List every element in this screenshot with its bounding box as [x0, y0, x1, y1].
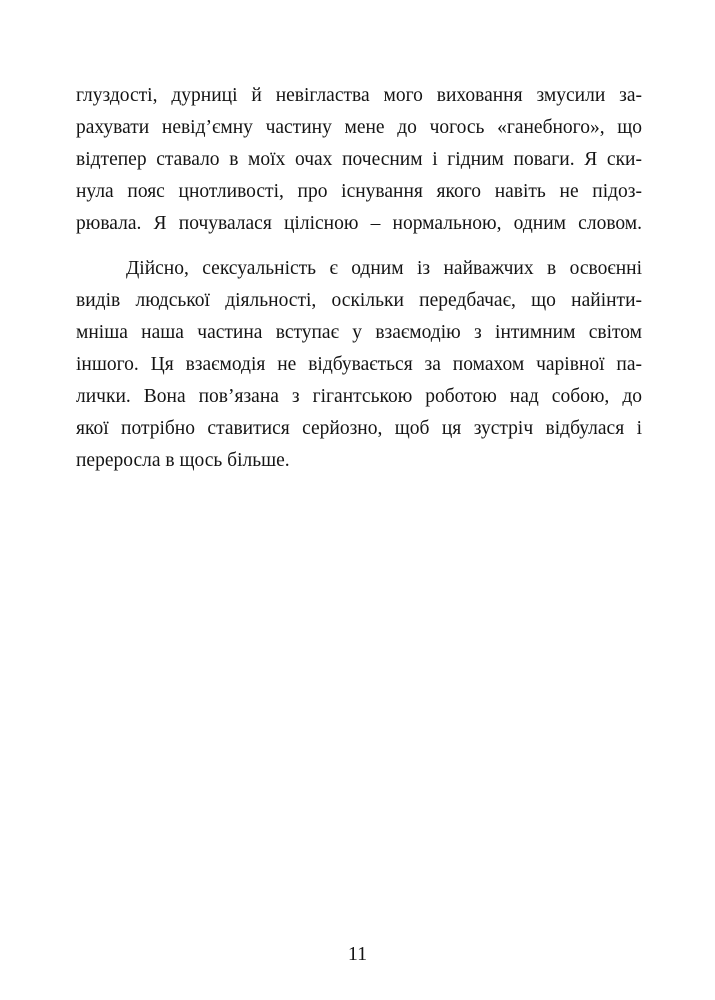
- text-line: лички. Вона пов’язана з гігантською роботою над собою, до: [76, 386, 642, 407]
- text-line: якої потрібно ставитися серйозно, щоб ця зустріч відбулася і: [76, 418, 642, 439]
- text-line: іншого. Ця взаємодія не відбувається за помахом чарівної па-: [76, 354, 642, 375]
- body-text: [76, 80, 642, 477]
- text-line: глуздості, дурниці й невігластва мого виховання змусили за-: [76, 85, 642, 106]
- text-line: мніша наша частина вступає у взаємодію з інтимним світом: [76, 322, 642, 343]
- paragraph-spacer: [76, 240, 642, 253]
- text-line: відтепер ставало в моїх очах почесним і гідним поваги. Я ски-: [76, 149, 642, 170]
- text-line: рювала. Я почувалася цілісною – нормальною, одним словом.: [76, 213, 642, 234]
- paragraph-1: [76, 80, 642, 240]
- text-line: переросла в щось більше.: [76, 450, 290, 471]
- text-line: видів людської діяльності, оскільки передбачає, що найінти-: [76, 290, 642, 311]
- page-number: 11: [347, 943, 368, 965]
- paragraph-2: [76, 253, 642, 477]
- text-line: Дійсно, сексуальність є одним із найважчих в освоєнні: [126, 258, 642, 279]
- text-line: нула пояс цнотливості, про існування якого навіть не підоз-: [76, 181, 642, 202]
- text-line: рахувати невід’ємну частину мене до чогось «ганебного», що: [76, 117, 642, 138]
